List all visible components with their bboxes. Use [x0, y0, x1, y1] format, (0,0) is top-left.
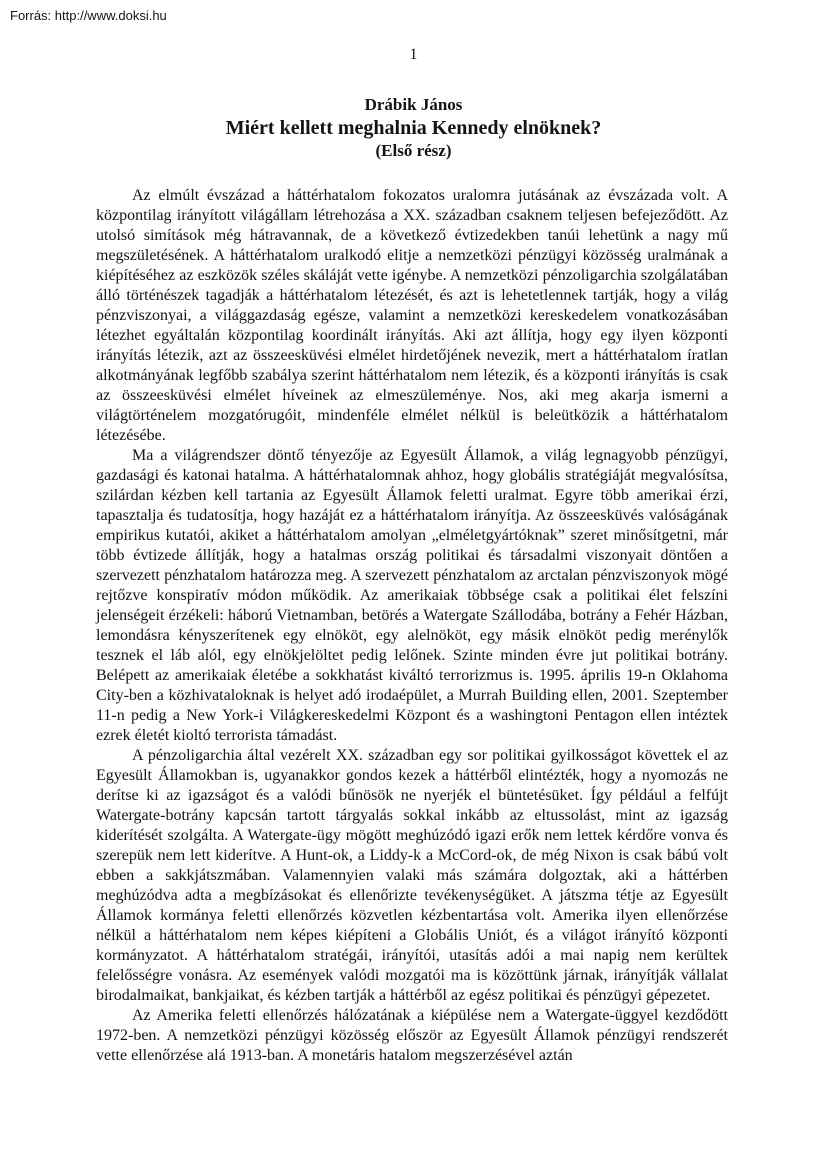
body-paragraph: Az Amerika feletti ellenőrzés hálózatának a kiépülése nem a Watergate-üggyel kezdődött 1972-ben. A nemzetközi pénzügyi közösség először az Egyesült Államok pénzügyi rendszerét vette ellenőrzése alá 1913-ban. A monetáris hatalom megszerzésével aztán — [96, 1007, 728, 1064]
document-header — [0, 94, 827, 161]
body-paragraph: Az elmúlt évszázad a háttérhatalom fokozatos uralomra jutásának az évszázada volt. A központilag irányított világállam létrehozása a XX. században csaknem teljesen befejeződött. Az utolsó simítások még hátravannak, de a következő évtizedekben tanúi lehetünk a nagy mű megszületésének. A háttérhatalom uralkodó elitje a nemzetközi pénzügyi közösség uralmának a kiépítéséhez az eszközök széles skáláját vette igénybe. A nemzetközi pénzoligarchia szolgálatában álló történészek tagadják a háttérhatalom létezését, és azt is lehetetlennek tartják, hogy a világ pénzviszonyai, a világgazdaság egésze, valamint a nemzetközi kereskedelem vonatkozásában létezhet egyáltalán központilag koordinált irányítás. Aki azt állítja, hogy egy ilyen központi irányítás létezik, azt az összeesküvési elmélet hirdetőjének nevezik, mert a háttérhatalom íratlan alkotmányának legfőbb szabálya szerint háttérhatalom nem létezik, és a központi irányítás is csak az összeesküvési elmélet híveinek az elmeszüleménye. Nos, aki meg akarja ismerni a világtörténelem mozgatórugóit, mindenféle elmélet nélkül is beleütközik a háttérhatalom létezésébe. — [96, 187, 728, 444]
page-number: 1 — [409, 46, 418, 63]
body-paragraph: Ma a világrendszer döntő tényezője az Egyesült Államok, a világ legnagyobb pénzügyi, gazdasági és katonai hatalma. A háttérhatalomnak ahhoz, hogy globális stratégiáját megvalósítsa, szilárdan kézben kell tartania az Egyesült Államok feletti uralmat. Egyre több amerikai érzi, tapasztalja és tudatosítja, hogy hazáját ez a háttérhatalom irányítja. Az összeesküvés valóságának empirikus kutatói, akiket a háttérhatalom amolyan „elméletgyártóknak” szeret minősítgetni, már több évtizede állítják, hogy a hatalmas ország politikai és társadalmi viszonyait döntően a szervezett pénzhatalom határozza meg. A szervezett pénzhatalom az arctalan pénzviszonyok mögé rejtőzve konspiratív módon működik. Az amerikaiak többsége csak a politikai élet felszíni jelenségeit érzékeli: háború Vietnamban, betörés a Watergate Szállodába, botrány a Fehér Házban, lemondásra kényszerítenek egy elnököt, egy alelnököt, egy másik elnököt pedig merénylők tesznek el láb alól, egy elnökjelöltet pedig lelőnek. Szinte minden évre jut politikai botrány. Belépett az amerikaiak életébe a sokkhatást kiváltó terrorizmus is. 1995. április 19-n Oklahoma City-ben a közhivataloknak is helyet adó irodaépület, a Murrah Building ellen, 2001. Szeptember 11-n pedig a New York-i Világkereskedelmi Központ és a washingtoni Pentagon ellen intéztek ezrek életét kioltó terrorista támadást. — [96, 447, 728, 744]
source-url-text: Forrás: http://www.doksi.hu — [10, 8, 167, 23]
author-name: Drábik János — [364, 95, 463, 114]
document-body — [96, 186, 728, 1066]
document-subtitle: (Első rész) — [375, 141, 452, 160]
body-paragraph: A pénzoligarchia által vezérelt XX. században egy sor politikai gyilkosságot követtek el az Egyesült Államokban is, ugyanakkor gondos kezek a háttérből elintézték, hogy a nyomozás ne derítse ki az igazságot és a valódi bűnösök ne nyerjék el büntetésüket. Így például a felfújt Watergate-botrány kapcsán tartott tárgyalás sokkal inkább az eltussolást, mint az igazság kiderítését szolgálta. A Watergate-ügy mögött meghúzódó igazi erők nem lettek kérdőre vonva és szerepük nem lett kiderítve. A Hunt-ok, a Liddy-k a McCord-ok, de még Nixon is csak bábú volt ebben a sakkjátszmában. Valamennyien valaki más számára dolgoztak, aki a háttérben meghúzódva adta a megbízásokat és ellenőrizte tevékenységüket. A játszma tétje az Egyesült Államok kormánya feletti ellenőrzés közvetlen kézbentartása volt. Amerika ilyen ellenőrzése nélkül a háttérhatalom nem képes kiépíteni a Globális Uniót, és a világot irányító központi kormányzatot. A háttérhatalom stratégái, irányítói, utasítás adói a mai napig nem kerültek felelősségre vonásra. Az események valódi mozgatói ma is közöttünk járnak, irányítják vállalat birodalmaikat, bankjaikat, és kézben tartják a háttérből az egész politikai és pénzügyi gépezetet. — [96, 747, 728, 1004]
document-title: Miért kellett meghalnia Kennedy elnöknek? — [225, 117, 602, 139]
